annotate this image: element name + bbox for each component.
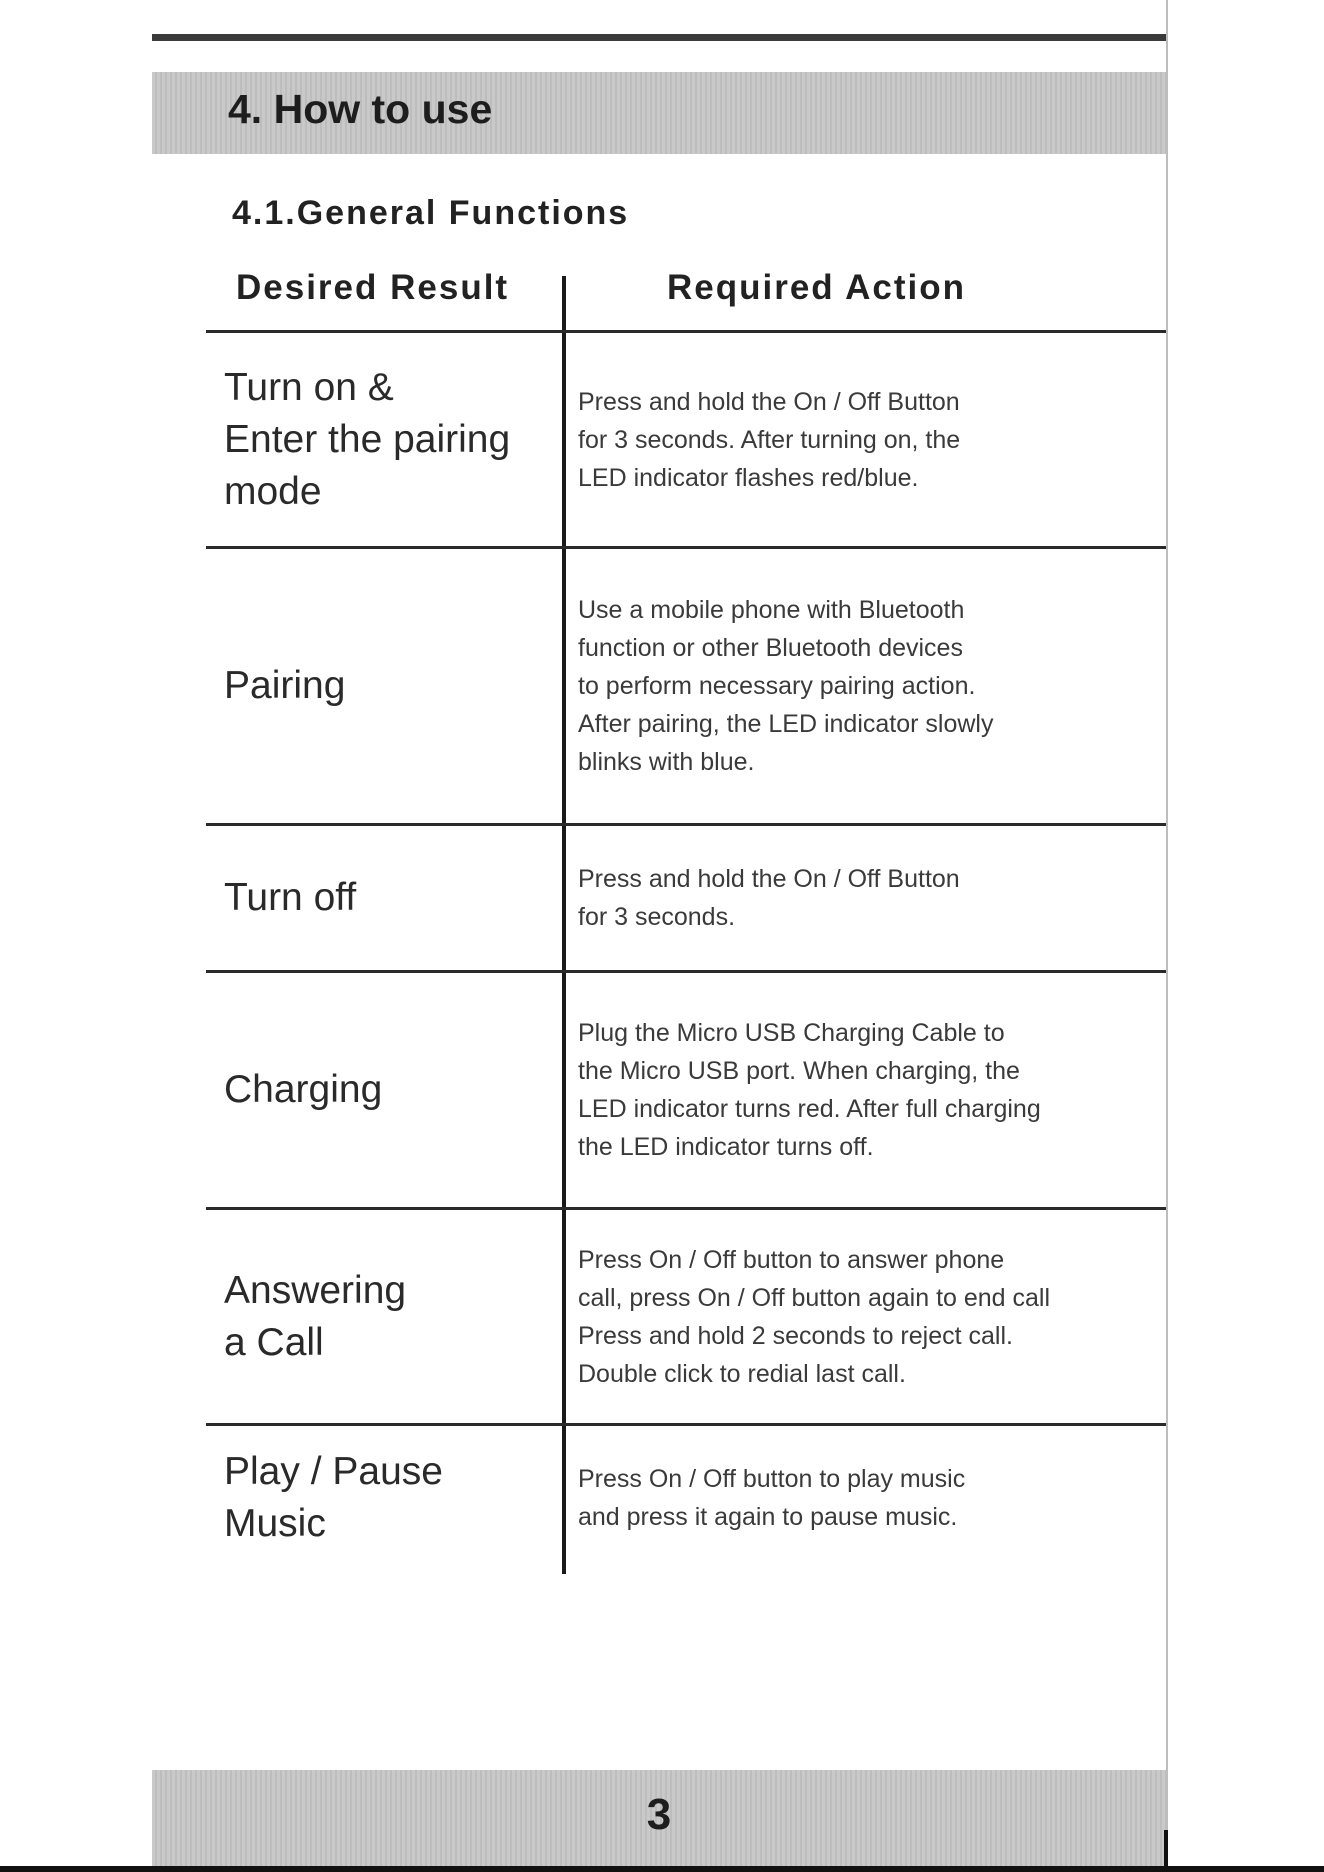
action-line: After pairing, the LED indicator slowly [578, 710, 994, 738]
table-row [206, 1210, 1166, 1423]
subsection-heading: 4.1.General Functions [232, 194, 630, 232]
action-line: for 3 seconds. After turning on, the [578, 425, 961, 454]
required-action [578, 1210, 1178, 1423]
footer-bar [152, 1770, 1166, 1866]
action-line: the Micro USB port. When charging, the [578, 1057, 1020, 1085]
required-action [578, 826, 1178, 970]
table-row [206, 333, 1166, 546]
result-line: Enter the pairing [224, 417, 511, 461]
table-row [206, 973, 1166, 1207]
action-line: for 3 seconds. [578, 903, 736, 931]
action-line: LED indicator turns red. After full charging [578, 1095, 1041, 1123]
desired-result [224, 1210, 564, 1423]
result-line: Pairing [224, 664, 346, 707]
action-line: Press and hold 2 seconds to reject call. [578, 1321, 1013, 1350]
page-edge-mark [1164, 1830, 1168, 1866]
action-line: Use a mobile phone with Bluetooth [578, 596, 965, 624]
action-line: Double click to redial last call. [578, 1359, 906, 1388]
result-line: Charging [224, 1068, 383, 1111]
action-line: call, press On / Off button again to end call [578, 1283, 1051, 1312]
result-line: Turn off [224, 876, 357, 919]
column-header-required-action: Required Action [667, 268, 966, 307]
action-line: Press and hold the On / Off Button [578, 865, 960, 893]
section-heading-bar [152, 72, 1166, 154]
table-row [206, 826, 1166, 970]
action-line: to perform necessary pairing action. [578, 672, 976, 700]
result-line: Answering [224, 1268, 407, 1312]
result-line: mode [224, 469, 322, 513]
top-rule [152, 34, 1166, 41]
result-line: Play / Pause [224, 1450, 443, 1493]
action-line: function or other Bluetooth devices [578, 634, 963, 662]
column-header-desired-result: Desired Result [236, 268, 510, 307]
desired-result [224, 549, 564, 823]
required-action [578, 1426, 1178, 1570]
action-line: LED indicator flashes red/blue. [578, 463, 919, 492]
required-action [578, 549, 1178, 823]
result-line: Music [224, 1502, 326, 1545]
required-action [578, 333, 1178, 546]
action-line: and press it again to pause music. [578, 1503, 958, 1531]
desired-result [224, 333, 564, 546]
table-row [206, 549, 1166, 823]
action-line: Plug the Micro USB Charging Cable to [578, 1019, 1005, 1047]
page-bottom-edge [0, 1866, 1324, 1872]
result-line: Turn on & [224, 365, 394, 409]
action-line: Press and hold the On / Off Button [578, 387, 960, 416]
desired-result [224, 1426, 564, 1570]
section-heading: 4. How to use [228, 86, 493, 132]
required-action [578, 973, 1178, 1207]
action-line: blinks with blue. [578, 748, 755, 776]
desired-result [224, 973, 564, 1207]
table-row [206, 1426, 1166, 1570]
action-line: Press On / Off button to play music [578, 1465, 966, 1493]
page-number: 3 [646, 1790, 672, 1839]
action-line: the LED indicator turns off. [578, 1133, 874, 1161]
desired-result [224, 826, 564, 970]
result-line: a Call [224, 1320, 324, 1364]
action-line: Press On / Off button to answer phone [578, 1245, 1005, 1274]
